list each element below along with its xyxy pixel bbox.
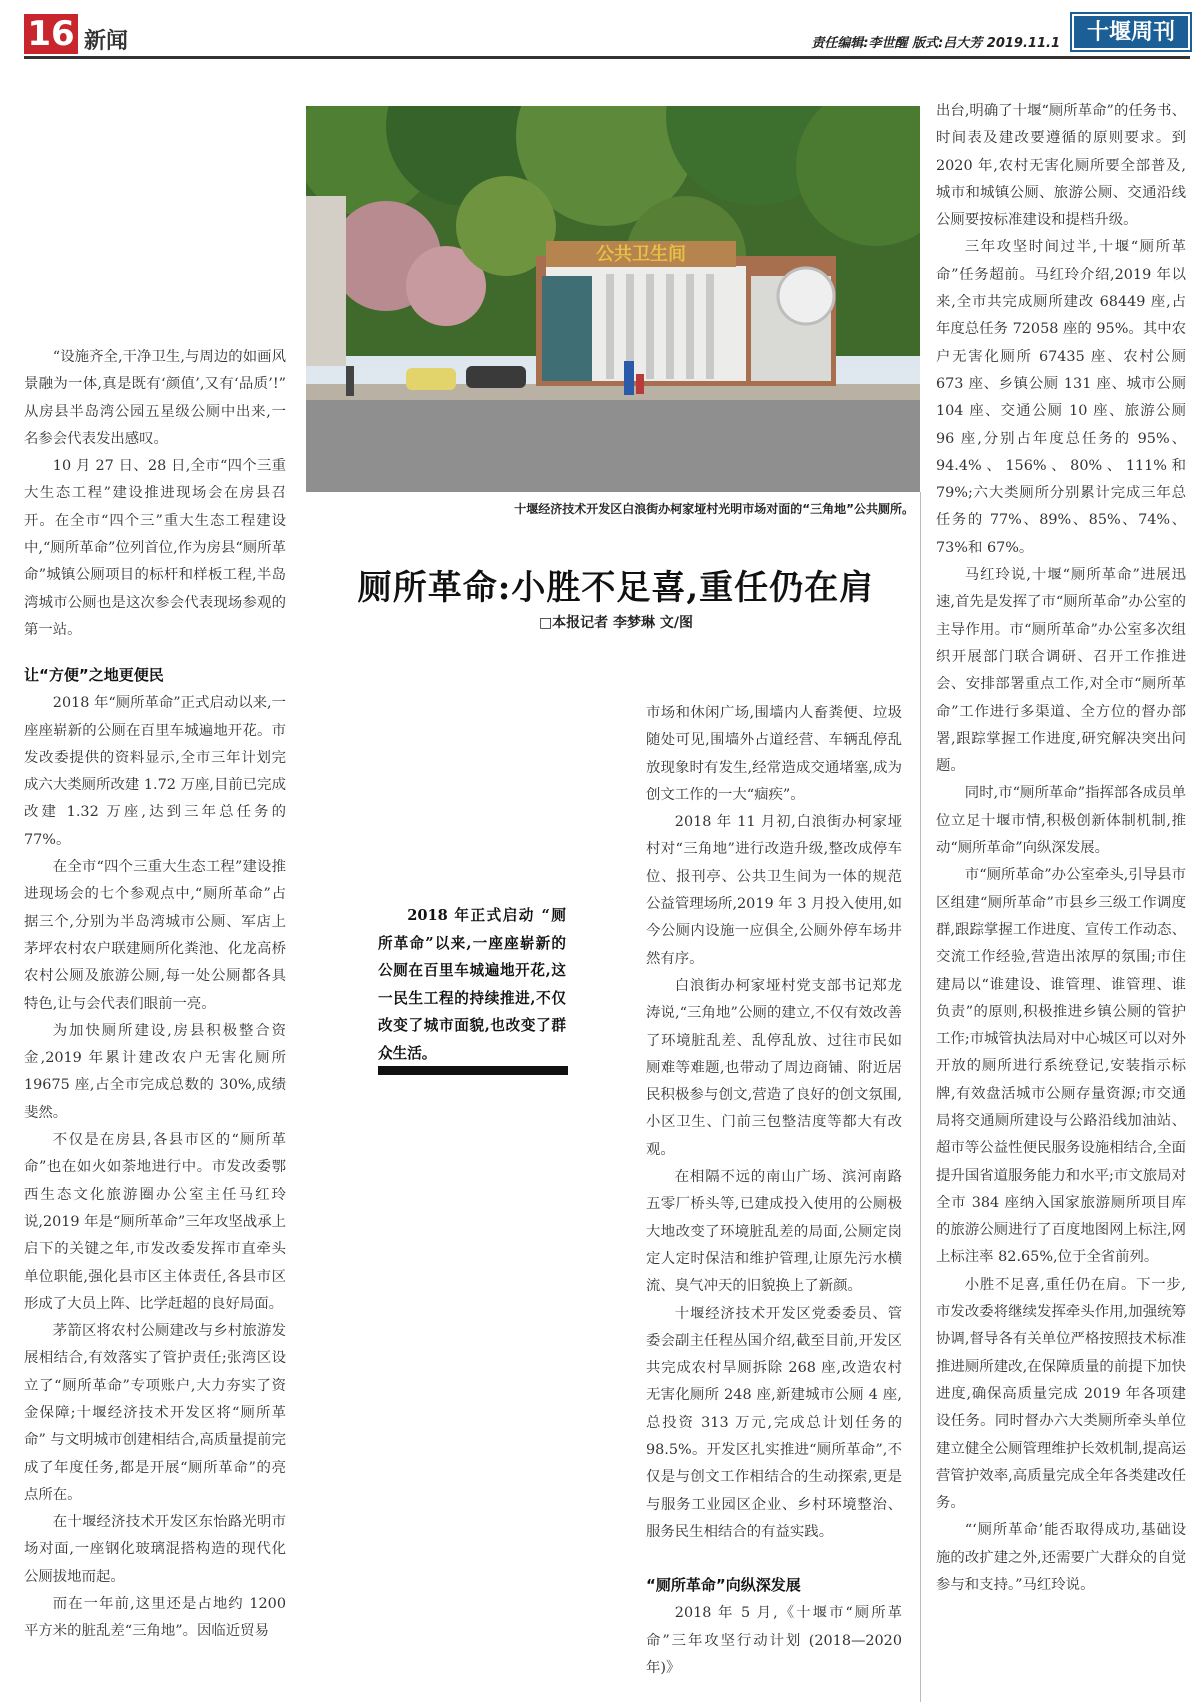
paragraph: 在相隔不远的南山广场、滨河南路五零厂桥头等,已建成投入使用的公厕极大地改变了环境脏乱差的局面,公厕定岗定人定时保洁和维护管理,让原先污水横流、臭气冲天的旧貌换上了新颜。 — [646, 1169, 902, 1295]
paragraph: 马红玲说,十堰“厕所革命”进展迅速,首先是发挥了市“厕所革命”办公室的主导作用。市“厕所革命”办公室多次组织开展部门联合调研、召开工作推进会、安排部署重点工作,对全市“厕所革命”工作进行多渠道、全方位的督办部署,跟踪掌握工作进度,研究解决突出问题。 — [936, 567, 1186, 775]
subheading: “厕所革命”向纵深发展 — [646, 1576, 801, 1595]
paragraph: 在十堰经济技术开发区东怡路光明市场对面,一座钢化玻璃混搭构造的现代化公厕拔地而起。 — [24, 1514, 286, 1585]
paragraph: 市“厕所革命”办公室牵头,引导县市区组建“厕所革命”市县乡三级工作调度群,跟踪掌握工作进度、宣传工作动态、交流工作经验,营造出浓厚的氛围;市住建局以“谁建设、谁管理、谁管理、谁负责”的原则,积极推进乡镇公厕的管护工作;市城管执法局对中心城区可以对外开放的厕所进行系统登记,安装指示标牌,有效盘活城市公厕存量资源;市交通局将交通厕所建设与公路沿线加油站、超市等公益性便民服务设施相结合,全面提升国省道服务能力和水平;市文旅局对全市 384 座纳入国家旅游厕所项目库的旅游公厕进行了百度地图网上标注,网上标注率 82.65%,位于全省前列。 — [936, 867, 1186, 1266]
public-toilet-photo — [306, 106, 920, 492]
paragraph: 市场和休闲广场,围墙内人畜粪便、垃圾随处可见,围墙外占道经营、车辆乱停乱放现象时有发生,经常造成交通堵塞,成为创文工作的一大“痼疾”。 — [646, 705, 902, 803]
article-column-3 — [646, 700, 902, 1682]
masthead-logo: 十堰周刊 — [1070, 12, 1192, 52]
paragraph: 在全市“四个三重大生态工程”建设推进现场会的七个参观点中,“厕所革命”占据三个,分别为半岛湾城市公厕、军店上茅坪农村农户联建厕所化粪池、化龙高桥农村公厕及旅游公厕,每一处公厕都各具特色,让与会代表们眼前一亮。 — [24, 859, 286, 1012]
paragraph: 白浪街办柯家垭村党支部书记郑龙涛说,“三角地”公厕的建立,不仅有效改善了环境脏乱差、乱停乱放、过往市民如厕难等难题,也带动了周边商铺、附近居民积极参与创文,营造了良好的创文氛围,小区卫生、门前三包整洁度等都大有改观。 — [646, 977, 902, 1158]
page-number: 16 — [24, 14, 78, 54]
editor-credits: 责任编辑:李世醒 版式:吕大芳 2019.11.1 — [811, 36, 1060, 51]
paragraph: 不仅是在房县,各县市区的“厕所革命”也在如火如荼地进行中。市发改委鄂西生态文化旅游圈办公室主任马红玲说,2019 年是“厕所革命”三年攻坚战承上启下的关键之年,市发改委发挥市直牵头单位职能,强化县市区主体责任,各县市区形成了大员上阵、比学赶超的良好局面。 — [24, 1132, 286, 1312]
paragraph: 出台,明确了十堰“厕所革命”的任务书、时间表及建改要遵循的原则要求。到 2020 年,农村无害化厕所要全部普及,城市和城镇公厕、旅游公厕、交通沿线公厕要按标准建设和提档升级。 — [936, 103, 1186, 229]
byline: □本报记者 李梦琳 文/图 — [538, 615, 694, 631]
paragraph: 十堰经济技术开发区党委委员、管委会副主任程丛国介绍,截至目前,开发区共完成农村旱厕拆除 268 座,改造农村无害化厕所 248 座,新建城市公厕 4 座,总投资 313 万元,完成总计划任务的 98.5%。开发区扎实推进“厕所革命”,不仅是与创文工作相结合的生动探索,更是与服务工业园区企业、乡村环境整治、服务民生相结合的有益实践。 — [646, 1305, 902, 1540]
paragraph: 2018 年“厕所革命”正式启动以来,一座座崭新的公厕在百里车城遍地开花。市发改委提供的资料显示,全市三年计划完成六大类厕所改建 1.72 万座,目前已完成改建 1.32 万座,达到三年总任务的 77%。 — [24, 695, 286, 848]
paragraph: “设施齐全,干净卫生,与周边的如画风景融为一体,真是既有‘颜值’,又有‘品质’!” 从房县半岛湾公园五星级公厕中出来,一名参会代表发出感叹。 — [24, 349, 286, 447]
paragraph: 2018 年 11 月初,白浪街办柯家垭村对“三角地”进行改造升级,整改成停车位、报刊亭、公共卫生间为一体的规范公益管理场所,2019 年 3 月投入使用,如今公厕内设施一应俱全,公厕外停车场井然有序。 — [646, 814, 902, 967]
pull-quote: 2018 年正式启动 “厕所革命”以来,一座座崭新的公厕在百里车城遍地开花,这一民生工程的持续推进,不仅改变了城市面貌,也改变了群众生活。 — [378, 907, 566, 1062]
toilet-sign-text: 公共卫生间 — [596, 244, 686, 265]
header-rule — [24, 56, 1190, 59]
paragraph: 小胜不足喜,重任仍在肩。下一步,市发改委将继续发挥牵头作用,加强统筹协调,督导各有关单位严格按照技术标准推进厕所建改,在保障质量的前提下加快进度,确保高质量完成 2019 年各项建设任务。同时督办六大类厕所牵头单位建立健全公厕管理维护长效机制,提高运营管护效率,高质量完成全年各类建改任务。 — [936, 1276, 1186, 1512]
paragraph: 2018 年 5 月,《十堰市“厕所革命”三年攻坚行动计划 (2018—2020 年)》 — [646, 1605, 902, 1676]
paragraph: “‘厕所革命’能否取得成功,基础设施的改扩建之外,还需要广大群众的自觉参与和支持。”马红玲说。 — [936, 1522, 1186, 1594]
paragraph: 茅箭区将农村公厕建改与乡村旅游发展相结合,有效落实了管护责任;张湾区设立了“厕所革命”专项账户,大力夯实了资金保障;十堰经济技术开发区将“厕所革命” 与文明城市创建相结合,高质量提前完成了年度任务,都是开展“厕所革命”的亮点所在。 — [24, 1323, 286, 1503]
article-column-1 — [24, 344, 286, 1646]
subheading: 让“方便”之地更便民 — [24, 666, 164, 685]
section-title: 新闻 — [84, 29, 129, 54]
paragraph: 同时,市“厕所革命”指挥部各成员单位立足十堰市情,积极创新体制机制,推动“厕所革命”向纵深发展。 — [936, 785, 1186, 857]
paragraph: 10 月 27 日、28 日,全市“四个三重大生态工程”建设推进现场会在房县召开。在全市“四个三”重大生态工程建设中,“厕所革命”位列首位,作为房县“厕所革命”城镇公厕项目的标杆和样板工程,半岛湾城市公厕也是这次参会代表现场参观的第一站。 — [24, 458, 286, 638]
paragraph: 而在一年前,这里还是占地约 1200 平方米的脏乱差“三角地”。因临近贸易 — [24, 1596, 286, 1640]
article-photo — [306, 106, 920, 492]
paragraph: 三年攻坚时间过半,十堰“厕所革命”任务超前。马红玲介绍,2019 年以来,全市共完成厕所建改 68449 座,占年度总任务 72058 座的 95%。其中农户无害化厕所 67435 座、农村公厕 673 座、乡镇公厕 131 座、城市公厕 104 座、交通公厕 10 座、旅游公厕 96 座,分别占年度总任务的 95%、94.4%、156%、80%、111%和 79%;六大类厕所分别累计完成三年总任务的 77%、89%、85%、74%、73%和 67%。 — [936, 239, 1186, 556]
pull-quote-bar — [378, 1066, 568, 1075]
photo-caption: 十堰经济技术开发区白浪街办柯家垭村光明市场对面的“三角地”公共厕所。 — [514, 502, 914, 516]
article-column-4 — [936, 98, 1186, 1599]
headline: 厕所革命:小胜不足喜,重任仍在肩 — [357, 568, 875, 608]
paragraph: 为加快厕所建设,房县积极整合资金,2019 年累计建改农户无害化厕所 19675 座,占全市完成总数的 30%,成绩斐然。 — [24, 1022, 286, 1121]
column-divider — [920, 492, 921, 1702]
